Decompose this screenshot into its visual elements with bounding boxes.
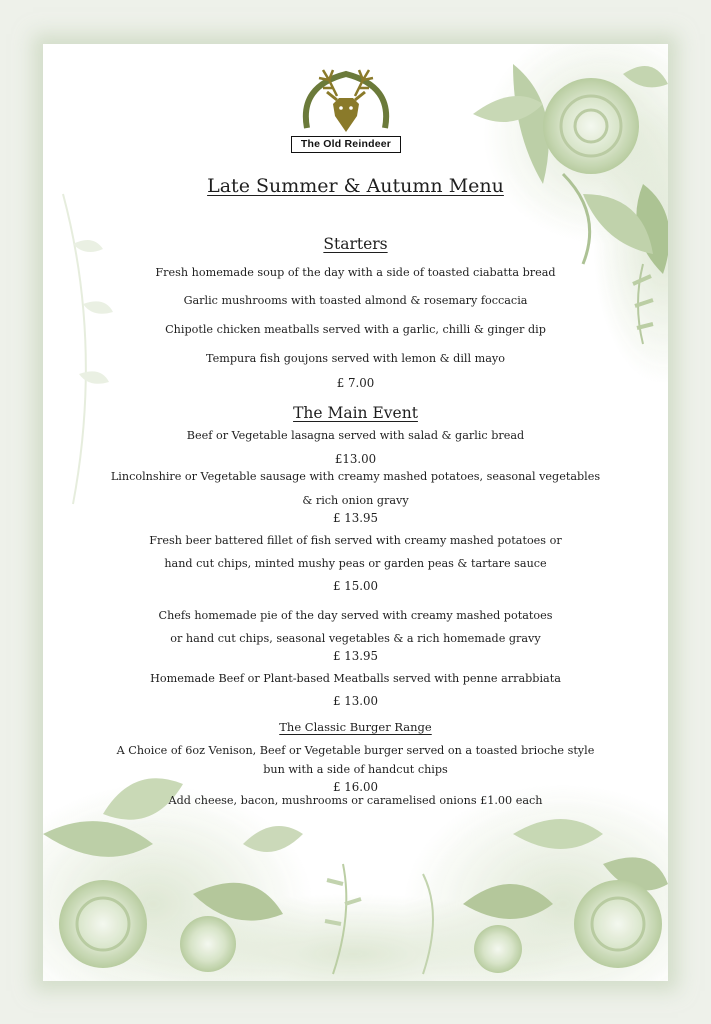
burger-extras: Add cheese, bacon, mushrooms or caramelised onions £1.00 each bbox=[168, 794, 543, 807]
pie-price: £ 13.95 bbox=[332, 649, 379, 663]
burger-item: A Choice of 6oz Venison, Beef or Vegetable burger served on a toasted brioche style bbox=[116, 744, 595, 757]
logo-name-plate: The Old Reindeer bbox=[291, 136, 401, 153]
reindeer-logo bbox=[289, 66, 403, 156]
main-item-pie-cont: or hand cut chips, seasonal vegetables & a rich homemade gravy bbox=[170, 632, 541, 645]
starters-heading: Starters bbox=[323, 235, 388, 253]
meatballs-price: £ 13.00 bbox=[332, 694, 379, 708]
menu-title: Late Summer & Autumn Menu bbox=[207, 175, 504, 197]
starter-item: Tempura fish goujons served with lemon & dill mayo bbox=[206, 352, 505, 365]
fish-price: £ 15.00 bbox=[332, 579, 379, 593]
main-item-meatballs: Homemade Beef or Plant-based Meatballs served with penne arrabbiata bbox=[150, 672, 561, 685]
main-event-heading: The Main Event bbox=[293, 404, 418, 422]
burger-heading: The Classic Burger Range bbox=[279, 720, 432, 734]
stag-head-icon bbox=[289, 66, 403, 138]
starter-item: Garlic mushrooms with toasted almond & rosemary foccacia bbox=[183, 294, 528, 307]
starter-item: Chipotle chicken meatballs served with a garlic, chilli & ginger dip bbox=[165, 323, 546, 336]
main-item-lasagna: Beef or Vegetable lasagna served with salad & garlic bread bbox=[186, 429, 525, 442]
main-item-pie: Chefs homemade pie of the day served with creamy mashed potatoes bbox=[158, 609, 553, 622]
sausage-price: £ 13.95 bbox=[332, 511, 379, 525]
main-item-sausage-cont: & rich onion gravy bbox=[302, 494, 409, 507]
starter-item: Fresh homemade soup of the day with a side of toasted ciabatta bread bbox=[155, 266, 556, 279]
lasagna-price: £13.00 bbox=[334, 452, 377, 466]
burger-price: £ 16.00 bbox=[332, 780, 379, 794]
starters-price: £ 7.00 bbox=[336, 376, 375, 390]
menu-content bbox=[43, 44, 668, 981]
burger-item-cont: bun with a side of handcut chips bbox=[263, 763, 448, 776]
main-item-fish: Fresh beer battered fillet of fish served with creamy mashed potatoes or bbox=[149, 534, 562, 547]
main-item-fish-cont: hand cut chips, minted mushy peas or garden peas & tartare sauce bbox=[164, 557, 547, 570]
main-item-sausage: Lincolnshire or Vegetable sausage with creamy mashed potatoes, seasonal vegetables bbox=[110, 470, 601, 483]
menu-page bbox=[43, 44, 668, 981]
